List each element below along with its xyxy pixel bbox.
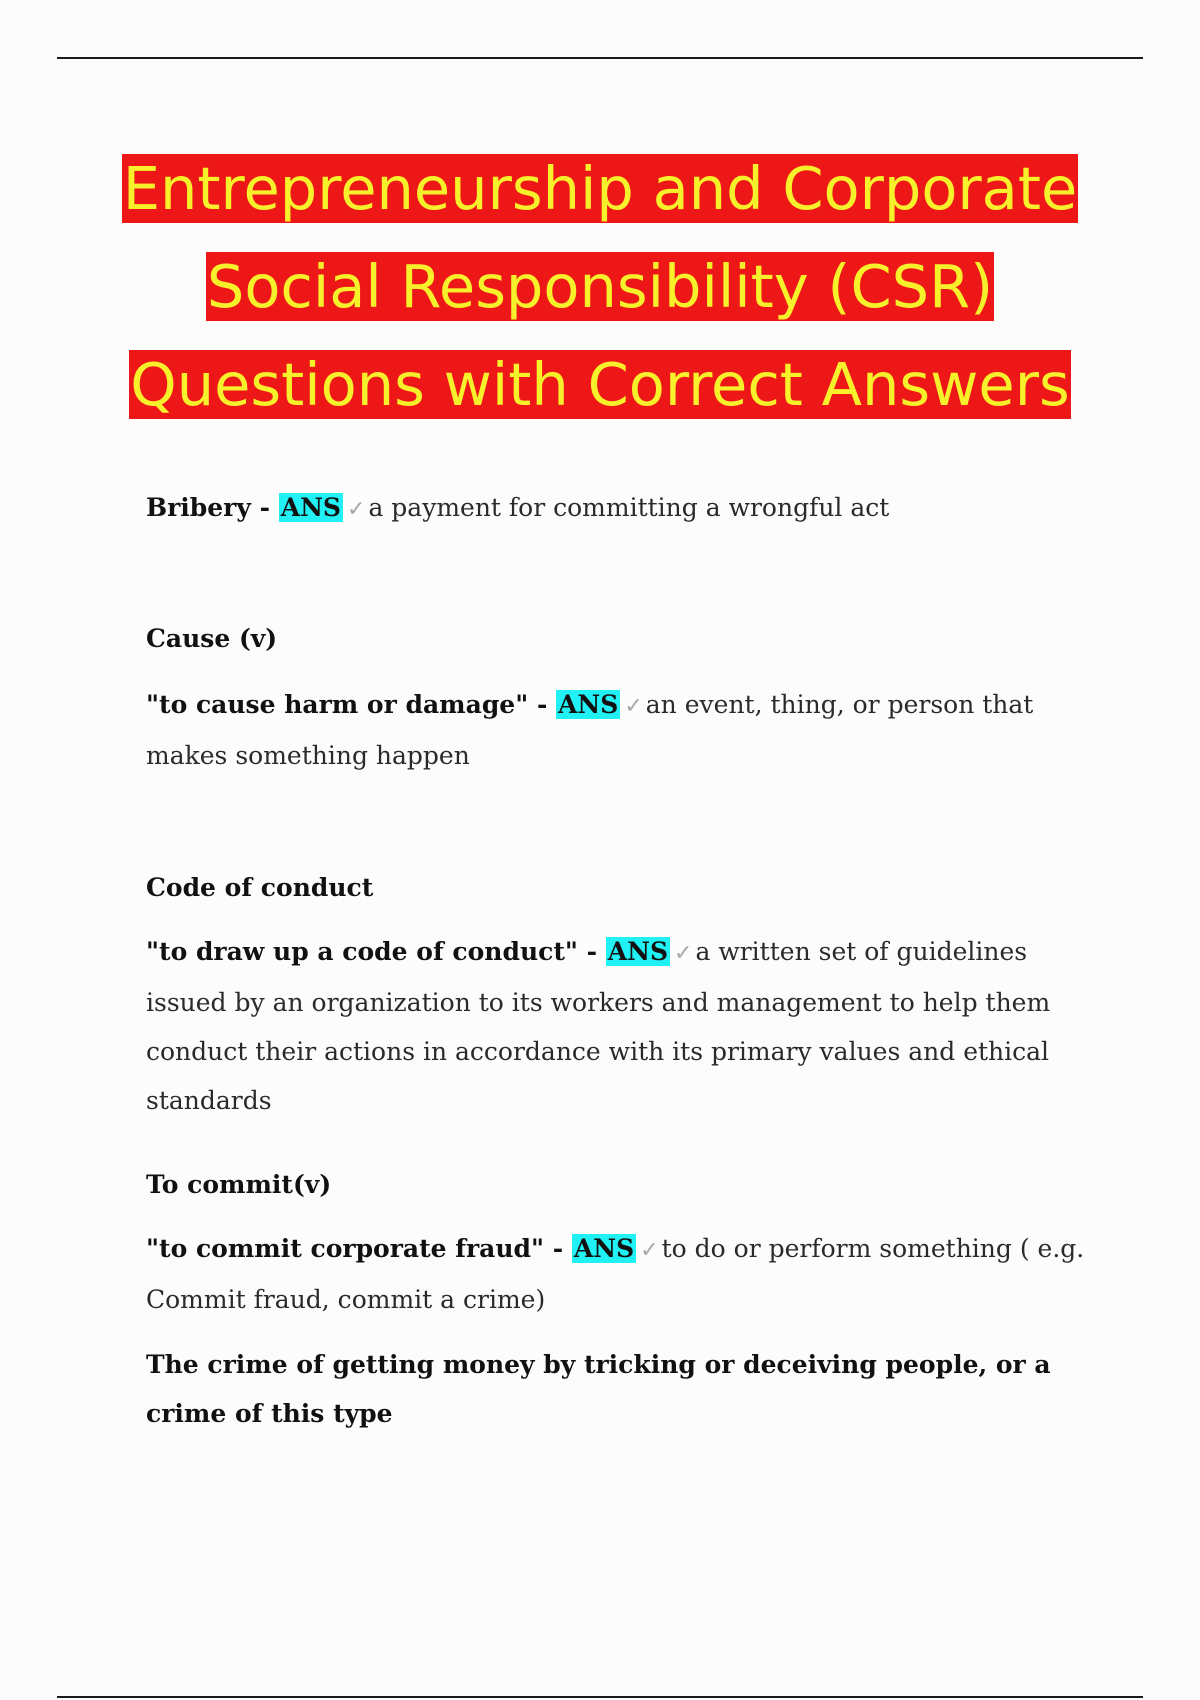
answer-marker: ANS [558,690,619,719]
answer-definition: an event, thing, or person that makes something happen [146,690,1034,770]
title-line-2: Social Responsibility (CSR) [206,252,994,321]
answer-marker: ANS [573,1234,635,1263]
checkmark-icon: ✓ [674,941,693,966]
qa-entry-bribery [146,483,1086,534]
qa-entry-cause [146,680,1086,780]
question-term: "to draw up a code of conduct" [146,937,578,966]
separator: - [544,1234,572,1263]
question-term: "to cause harm or damage" [146,690,529,719]
answer-marker: ANS [280,493,341,522]
checkmark-icon: ✓ [640,1238,659,1263]
answer-marker: ANS [607,937,669,966]
question-term: Bribery [146,493,251,522]
entry-heading-code-of-conduct: Code of conduct [146,873,374,902]
question-term: "to commit corporate fraud" [146,1234,545,1263]
document-title [0,140,1200,434]
entry-heading-cause: Cause (v) [146,624,278,653]
separator: - [577,937,606,966]
answer-definition: a payment for committing a wrongful act [368,493,890,522]
header-rule [57,57,1143,59]
answer-definition: to do or perform something ( e.g. Commit fraud, commit a crime) [146,1234,1085,1314]
checkmark-icon: ✓ [624,694,643,719]
separator: - [528,690,557,719]
trailing-question-heading: The crime of getting money by tricking or deceiving people, or a crime of this type [146,1350,1051,1428]
title-line-3: Questions with Correct Answers [130,350,1070,419]
entry-heading-to-commit: To commit(v) [146,1170,332,1199]
footer-rule [57,1696,1143,1698]
qa-entry-code-of-conduct [146,927,1086,1125]
answer-definition: a written set of guidelines issued by an organization to its workers and management to help them conduct their actions in accordance with its primary values and ethical standards [146,937,1051,1115]
qa-entry-to-commit [146,1224,1086,1324]
title-line-1: Entrepreneurship and Corporate [122,154,1078,223]
checkmark-icon: ✓ [347,497,366,522]
separator: - [250,493,279,522]
